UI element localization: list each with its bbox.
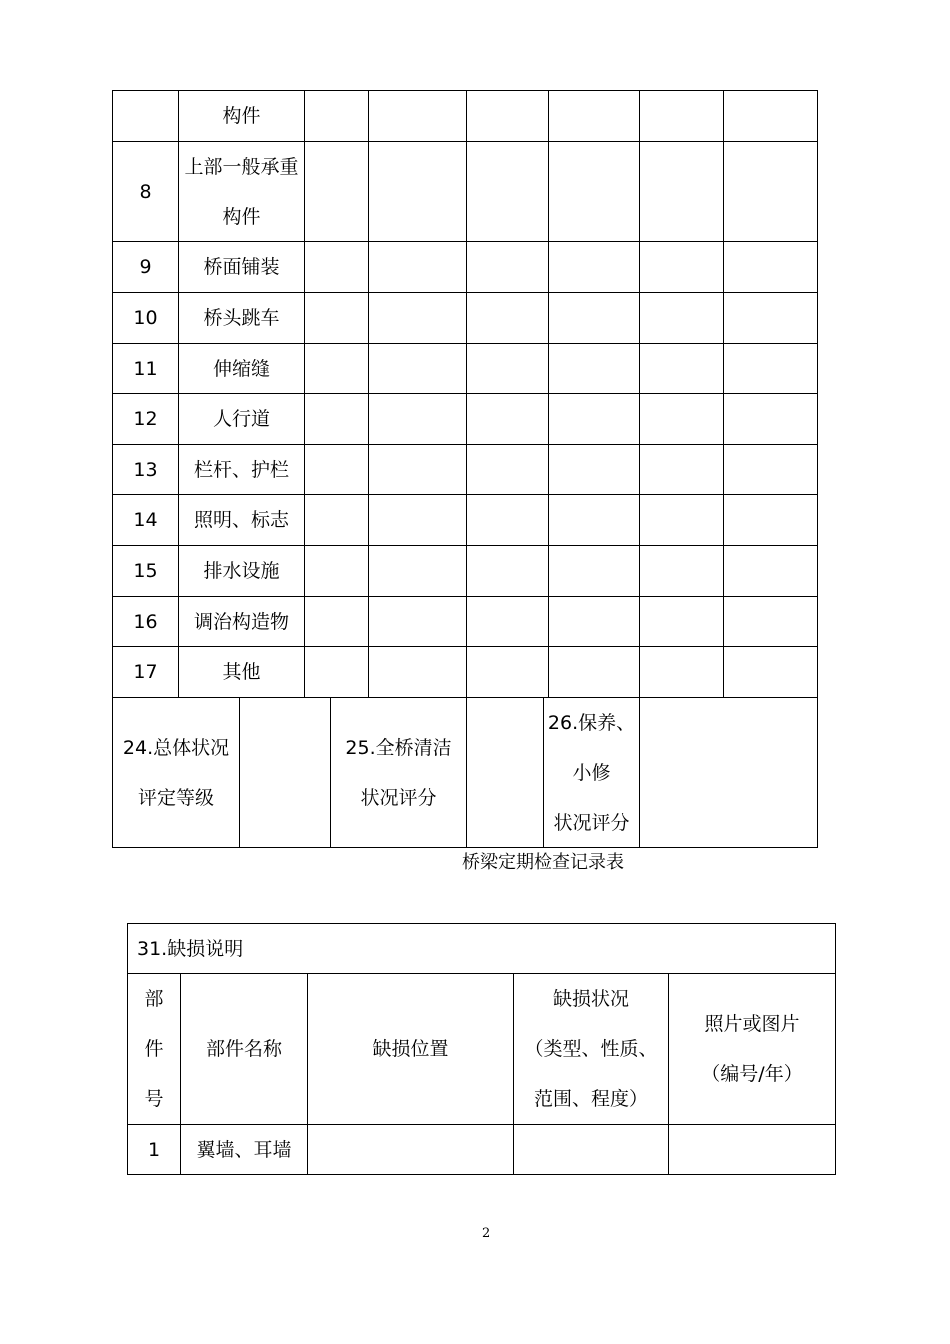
component-label [179,142,304,241]
component-label: 人行道 [212,408,270,430]
table-row-location[interactable] [308,1125,513,1174]
row-number: 11 [133,357,158,380]
photo-header-line: （编号/年） [701,1063,803,1085]
defect-location-header: 缺损位置 [372,1038,449,1060]
defect-condition-header-line: 范围、程度） [533,1088,648,1110]
defect-condition-header-line: （类型、性质、 [524,1038,658,1060]
row-number: 16 [133,610,158,633]
part-number-header [128,974,180,1124]
part-number-header-line: 号 [144,1088,164,1110]
component-label: 其他 [222,661,261,683]
cleaning-score-line: 状况评分 [360,786,437,809]
component-label: 伸缩缝 [212,357,270,380]
row-number: 12 [133,408,158,430]
component-label-line: 上部一般承重 [184,155,299,178]
page-number: 2 [482,1226,491,1241]
cleaning-score-label [331,698,466,847]
table-row-condition[interactable] [514,1125,668,1174]
defect-condition-header-line: 缺损状况 [552,988,629,1010]
component-label: 排水设施 [203,560,280,582]
maintenance-score-line: 26.保养、 [547,711,636,734]
part-number-header-line: 件 [144,1038,164,1060]
component-label: 桥头跳车 [203,307,280,329]
defect-section-title: 31.缺损说明 [137,937,244,960]
photo-header [669,974,835,1124]
maintenance-score-line: 状况评分 [553,811,630,834]
cleaning-score-value[interactable] [467,698,543,847]
table-row-part-number: 1 [147,1138,161,1161]
cleaning-score-line: 25.全桥清洁 [345,736,452,759]
photo-header-line: 照片或图片 [704,1013,800,1035]
row-number: 14 [133,509,158,531]
component-label: 照明、标志 [193,509,289,531]
overall-rating-line: 评定等级 [137,786,214,809]
table-row-photo[interactable] [669,1125,835,1174]
component-label: 栏杆、护栏 [193,458,289,481]
row-number: 10 [133,307,158,329]
component-label: 桥面铺装 [203,256,280,278]
overall-rating-line: 24.总体状况 [122,736,230,759]
component-label-line: 构件 [222,205,261,228]
table-caption: 桥梁定期检查记录表 [462,852,624,873]
maintenance-score-label [544,698,639,847]
row-number: 15 [133,560,158,582]
row-number: 8 [139,180,152,203]
part-number-header-line: 部 [144,988,164,1010]
overall-rating-label [113,698,239,847]
defect-condition-header [514,974,668,1124]
row-number [113,91,178,141]
row-number: 9 [139,256,152,278]
table-row-part-name: 翼墙、耳墙 [196,1138,292,1161]
part-name-header: 部件名称 [205,1038,282,1060]
row-number: 13 [133,458,158,481]
component-label: 构件 [222,105,261,127]
overall-rating-value[interactable] [240,698,330,847]
maintenance-score-value[interactable] [640,698,817,847]
component-label: 调治构造物 [193,610,289,633]
maintenance-score-line: 小修 [572,761,611,784]
row-number: 17 [133,661,158,683]
